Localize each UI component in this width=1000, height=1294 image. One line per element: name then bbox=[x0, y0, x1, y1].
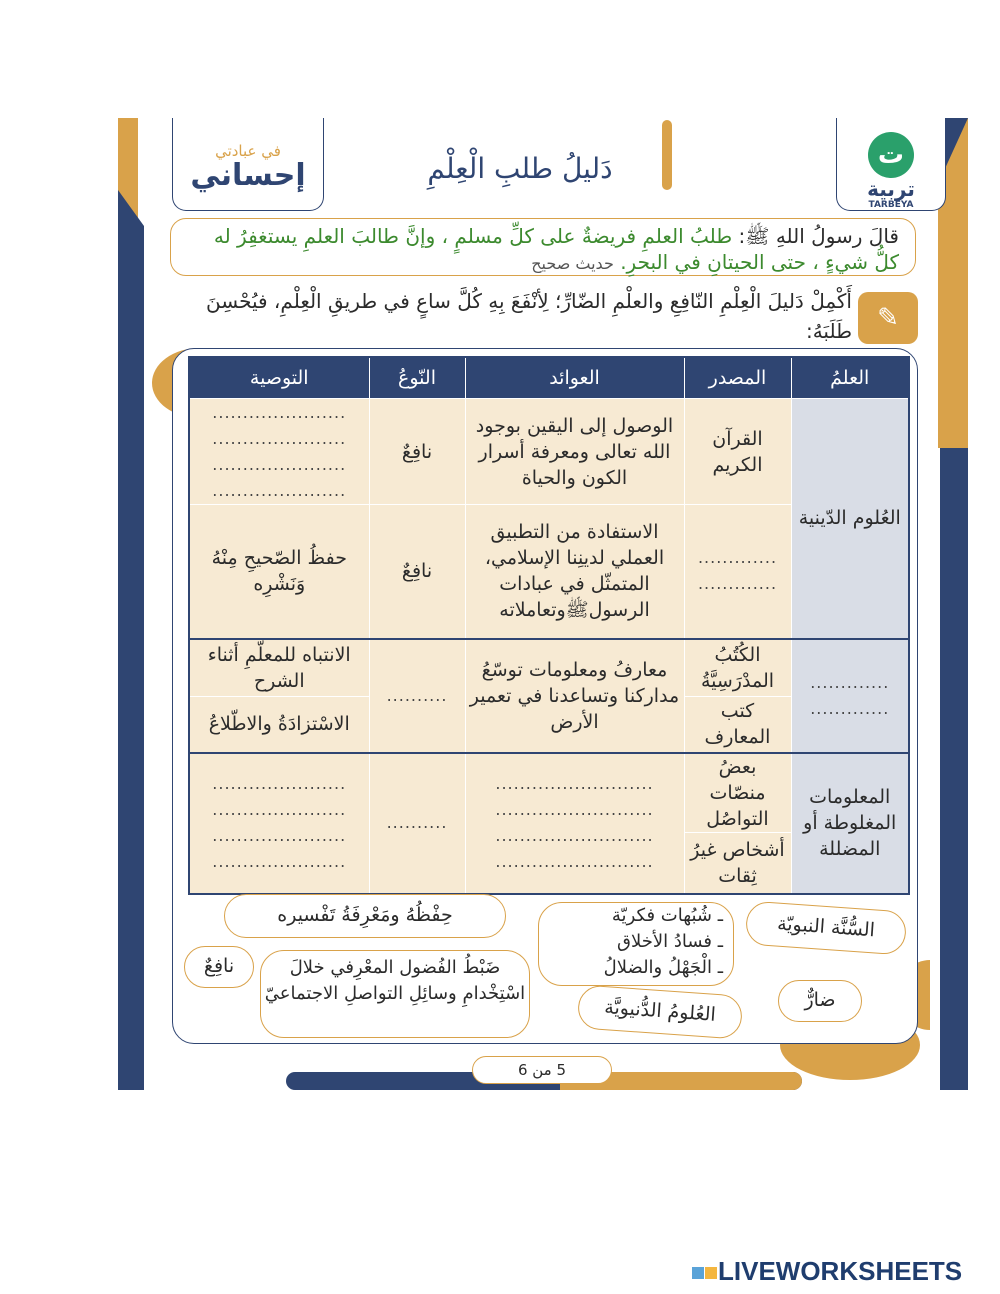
table-header-row bbox=[189, 357, 909, 399]
hadith-text: طلبُ العلمِ فريضةٌ على كلِّ مسلمٍ ، وإنَّ طالبَ العلمِ يستغفِرُ له كلُّ شيءٍ ، حتى الحيتانِ في البحرِ. bbox=[213, 224, 899, 274]
cell-source: الكُتُبُ المدْرَسِيَّةُ bbox=[684, 639, 791, 697]
knowledge-table bbox=[188, 356, 910, 895]
header-benefits: العوائد bbox=[465, 357, 684, 399]
logo-square-icon bbox=[692, 1267, 704, 1279]
cell-advice: الاسْتزادَةُ والاطّلاعُ bbox=[189, 697, 369, 753]
brand-text: LIVEWORKSHEETS bbox=[718, 1256, 963, 1286]
blank-category[interactable]: ............. ............. bbox=[791, 639, 909, 753]
header-advice: التوصية bbox=[189, 357, 369, 399]
blank-type[interactable]: .......... bbox=[369, 753, 465, 895]
logo-square-icon bbox=[705, 1267, 717, 1279]
blank-advice[interactable]: ...................... ...................... ...................... ...................... bbox=[189, 399, 369, 505]
table-row bbox=[189, 639, 909, 697]
cell-type: نافِعٌ bbox=[369, 399, 465, 505]
logo-left-big: إحساني bbox=[190, 158, 306, 193]
cell-type: نافِعٌ bbox=[369, 505, 465, 639]
logo-right-en: TARBEYA bbox=[868, 200, 914, 210]
header-type: النّوعُ bbox=[369, 357, 465, 399]
task-instruction: أَكْمِلْ دَليلَ الْعِلْمِ النّافِعِ والعلْمِ الضّارِّ؛ لِأنْفَعَ بِهِ كُلَّ ساعٍ في طريقِ الْعِلْمِ، فيُحْسِنَ طَلَبَهُ: bbox=[206, 289, 852, 343]
word-card[interactable]: نافِعٌ bbox=[184, 946, 254, 988]
blank-advice[interactable]: ...................... ...................... ...................... ...................... bbox=[189, 753, 369, 895]
liveworksheets-logo bbox=[692, 1256, 992, 1284]
word-card[interactable]: العُلومُ الدُّنيويَّة bbox=[577, 984, 744, 1039]
hadith-source: حديث صحيح bbox=[531, 254, 614, 273]
blank-benefit[interactable]: .......................... .......................... .......................... .......................... bbox=[465, 753, 684, 895]
page-number: 5 من 6 bbox=[472, 1056, 612, 1084]
cell-benefit: الاستفادة من التطبيق العملي لدينِنا الإسلامي، المتمثّل في عبادات الرسولﷺوتعاملاته bbox=[465, 505, 684, 639]
table-row bbox=[189, 753, 909, 833]
logo-right-ar: تربية bbox=[867, 177, 915, 201]
cell-source: أشخاص غيرُ ثِقات bbox=[684, 832, 791, 894]
word-card[interactable]: السُّنَّة النبويّة bbox=[745, 900, 908, 955]
hadith-intro: قالَ رسولُ اللهِ ﷺ: bbox=[732, 224, 899, 248]
cell-source: القرآن الكريم bbox=[684, 399, 791, 505]
pencil-icon: ✎ bbox=[858, 292, 918, 344]
cell-source: بعضُ منصّات التواصُل bbox=[684, 753, 791, 833]
word-card[interactable]: ـ شُبُهات فكريّة ـ فسادُ الأخلاق ـ الْجَهْلُ والضلالُ bbox=[538, 902, 734, 986]
title-accent bbox=[662, 120, 672, 190]
cell-category: العُلوم الدّينية bbox=[791, 399, 909, 639]
logo-left-small: في عبادتي bbox=[215, 142, 281, 160]
cell-benefit: الوصول إلى اليقين بوجود الله تعالى ومعرفة أسرار الكون والحياة bbox=[465, 399, 684, 505]
page-title: دَليلُ طلبِ الْعِلْمِ bbox=[427, 152, 613, 185]
cell-source: كتب المعارف bbox=[684, 697, 791, 753]
blank-type[interactable]: .......... bbox=[369, 639, 465, 753]
header-source: المصدر bbox=[684, 357, 791, 399]
left-navy-stripe bbox=[118, 190, 144, 1090]
header-knowledge: العلمُ bbox=[791, 357, 909, 399]
cell-advice: حفظُ الصّحيحِ مِنْهُ وَنَشْرِه bbox=[189, 505, 369, 639]
ihsani-logo bbox=[172, 118, 324, 211]
word-card[interactable]: حِفْظُهُ ومَعْرِفَةُ تَفْسيره bbox=[224, 894, 506, 938]
cell-benefit: معارفُ ومعلومات توسّعُ مداركنا وتساعدنا في تعمير الأرض bbox=[465, 639, 684, 753]
word-card[interactable]: ضَبْطُ الفُضول المعْرِفي خلالَ اسْتِخْدامِ وسائِلِ التواصلِ الاجتماعيّ bbox=[260, 950, 530, 1038]
word-card[interactable]: ضارٌّ bbox=[778, 980, 862, 1022]
table-row bbox=[189, 399, 909, 505]
hadith-box bbox=[170, 218, 916, 276]
tarbeya-logo bbox=[836, 118, 946, 211]
tarbeya-logo-icon: ت bbox=[868, 132, 914, 178]
blank-source[interactable]: ............. ............. bbox=[684, 505, 791, 639]
cell-advice: الانتباه للمعلّمِ أثناء الشرح bbox=[189, 639, 369, 697]
cell-category: المعلومات المغلوطة أو المضللة bbox=[791, 753, 909, 895]
